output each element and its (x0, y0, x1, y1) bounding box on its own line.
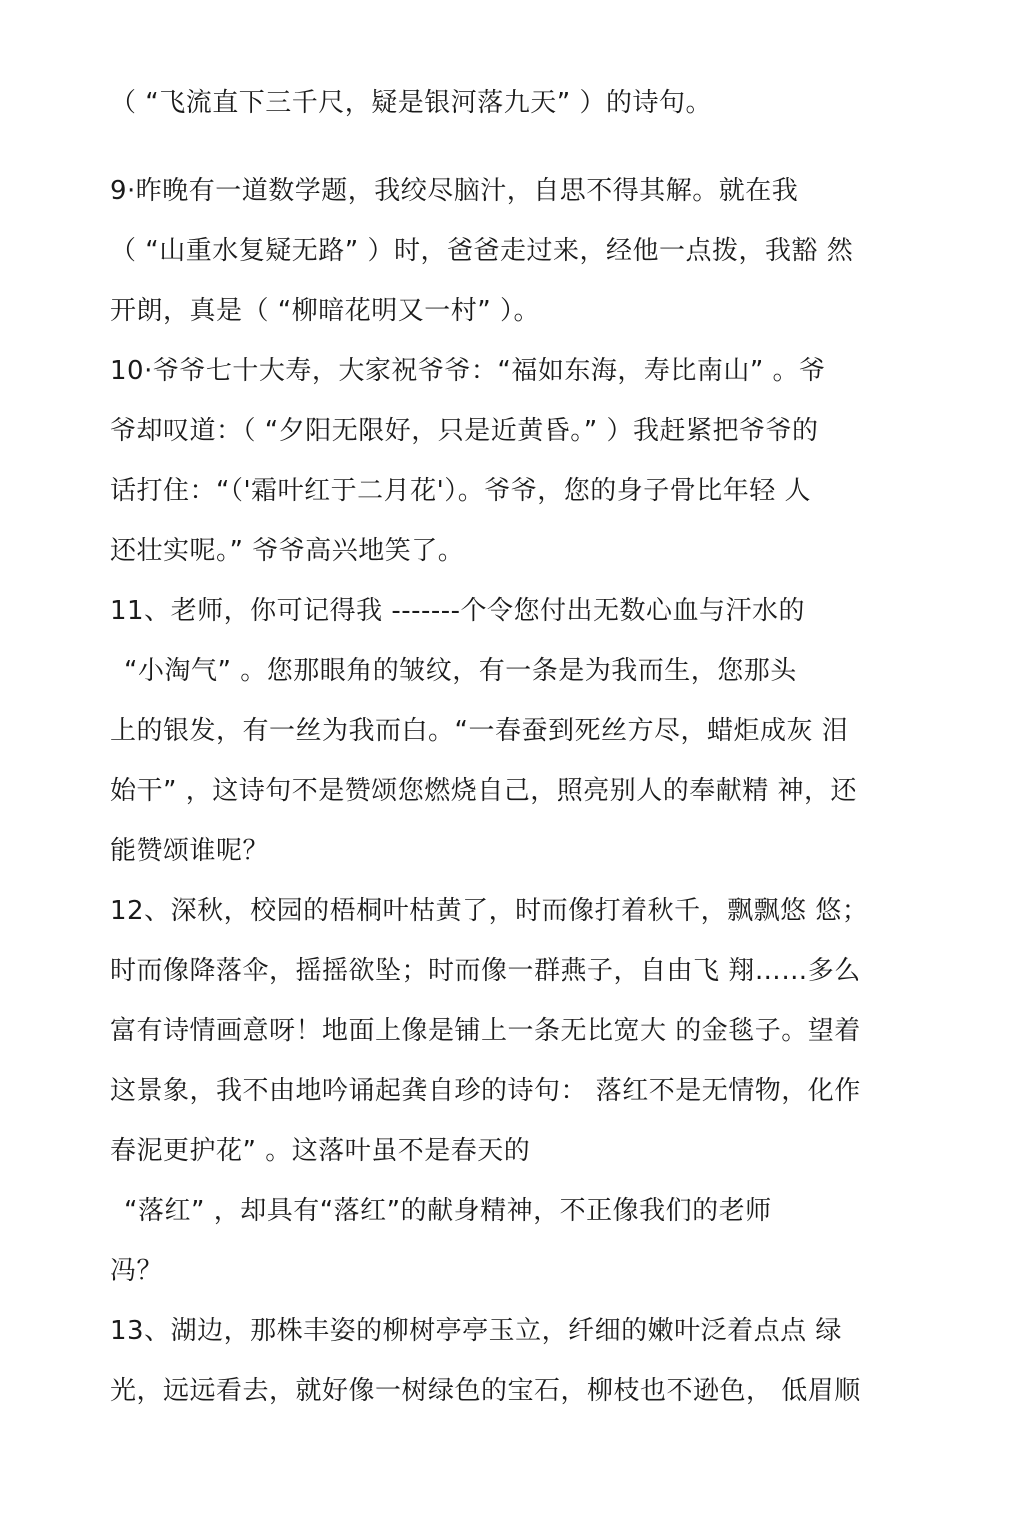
text-line-1: （ “飞流直下三千尺，疑是银河落九天” ）的诗句。 (110, 88, 712, 118)
text-line-8: 还壮实呢。” 爷爷高兴地笑了。 (110, 536, 465, 566)
text-line-15: 时而像降落伞，摇摇欲坠；时而像一群燕子，自由飞 翔……多么 (110, 956, 861, 986)
text-line-7: 话打住：“（'霜叶红于二月花'）。爷爷，您的身子骨比年轻 人 (110, 476, 812, 506)
text-line-22: 光，远远看去，就好像一树绿色的宝石，柳枝也不逊色， 低眉顺 (110, 1376, 861, 1406)
text-line-19: “落红” ，却具有“落红”的献身精神，不正像我们的老师 (124, 1196, 772, 1226)
text-line-17: 这景象，我不由地吟诵起龚自珍的诗句： 落红不是无情物，化作 (110, 1076, 861, 1106)
text-line-11: 上的银发，有一丝为我而白。“一春蚕到死丝方尽，蜡炬成灰 泪 (110, 716, 849, 746)
text-line-6: 爷却叹道：（ “夕阳无限好，只是近黄昏。” ）我赶紧把爷爷的 (110, 416, 819, 446)
text-line-20: 冯？ (110, 1256, 164, 1286)
text-line-12: 始干” ，这诗句不是赞颂您燃烧自己，照亮别人的奉献精 神，还 (110, 776, 857, 806)
text-line-16: 富有诗情画意呀！地面上像是铺上一条无比宽大 的金毯子。望着 (110, 1016, 861, 1046)
text-line-18: 春泥更护花” 。这落叶虽不是春天的 (110, 1136, 531, 1166)
text-line-3: （ “山重水复疑无路” ）时，爸爸走过来，经他一点拨，我豁 然 (110, 236, 854, 266)
text-line-10: “小淘气” 。您那眼角的皱纹，有一条是为我而生，您那头 (124, 656, 797, 686)
text-line-21: 13、湖边，那株丰姿的柳树亭亭玉立，纤细的嫩叶泛着点点 绿 (110, 1316, 842, 1346)
text-line-9: 11、老师，你可记得我 -------个令您付出无数心血与汗水的 (110, 596, 806, 626)
text-line-4: 开朗，真是（ “柳暗花明又一村” ）。 (110, 296, 540, 326)
text-line-14: 12、深秋，校园的梧桐叶枯黄了，时而像打着秋千，飘飘悠 悠； (110, 896, 869, 926)
text-line-13: 能赞颂谁呢？ (110, 836, 270, 866)
text-line-2: 9·昨晚有一道数学题，我绞尽脑汁，自思不得其解。就在我 (110, 176, 799, 206)
text-line-5: 10·爷爷七十大寿，大家祝爷爷：“福如东海，寿比南山” 。爷 (110, 356, 826, 386)
